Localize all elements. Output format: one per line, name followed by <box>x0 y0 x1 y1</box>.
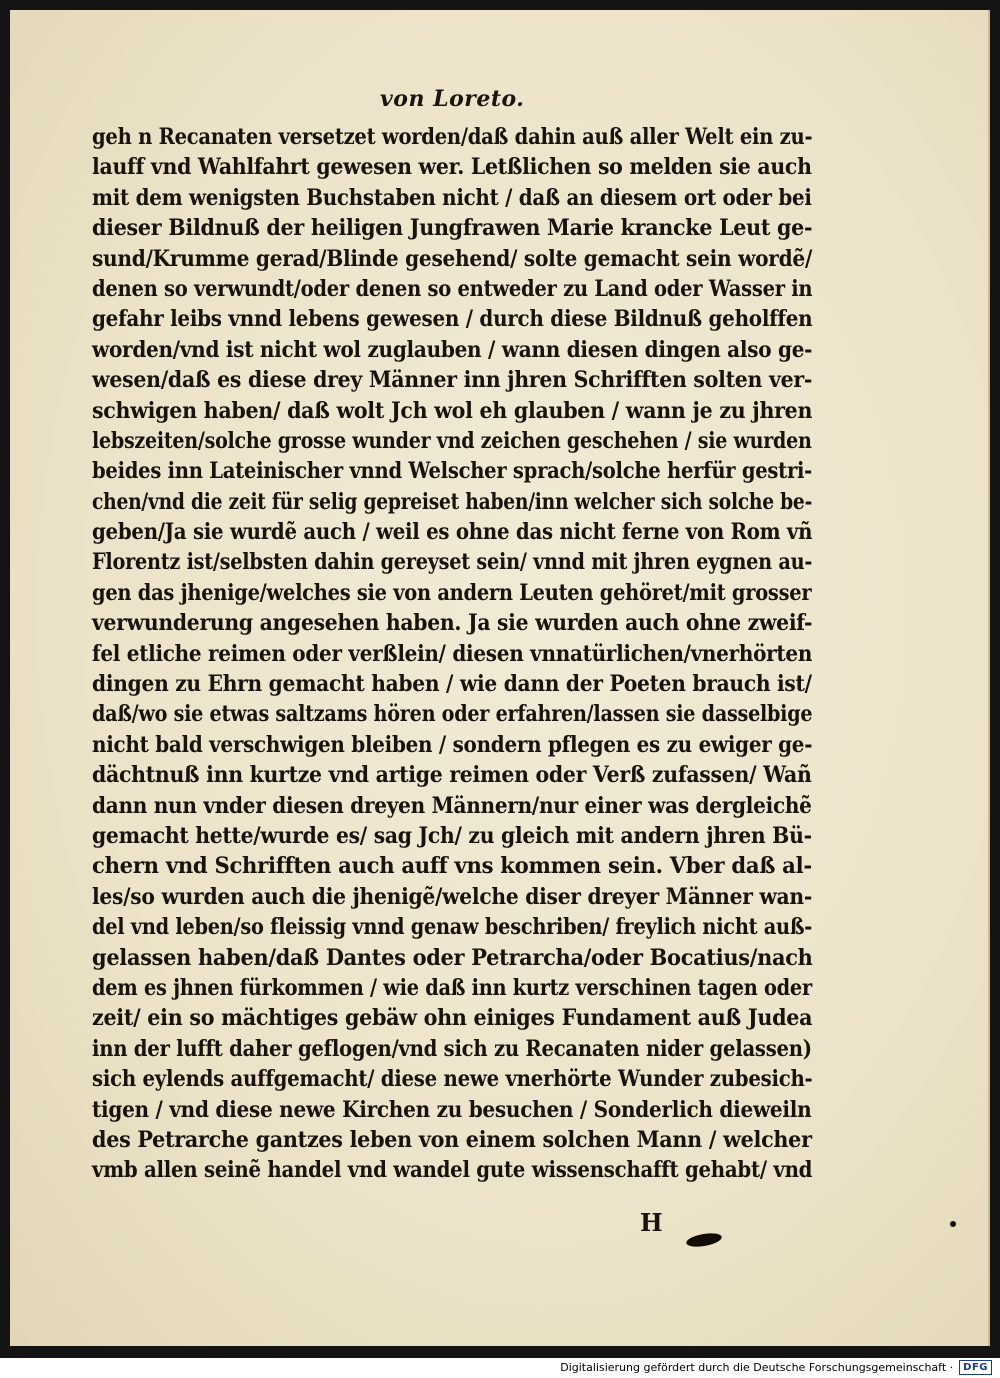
text-line: schwigen haben/ daß wolt Jch wol eh glauben / wann je zu jhren <box>92 397 813 424</box>
text-line: beides inn Lateinischer vnnd Welscher sprach/solche herfür gestri- <box>92 458 813 485</box>
text-line: dieser Bildnuß der heiligen Jungfrawen Marie krancke Leut ge- <box>92 215 813 242</box>
running-title: von Loreto. <box>380 86 525 112</box>
text-line: fel etliche reimen oder verßlein/ diesen vnnatürlichen/vnerhörten <box>92 640 813 667</box>
text-line: del vnd leben/so fleissig vnnd genaw beschriben/ freylich nicht auß- <box>92 914 813 941</box>
text-line: gen das jhenige/welches sie von andern Leuten gehöret/mit grosser <box>92 579 812 606</box>
funding-footer <box>560 1360 992 1375</box>
text-line: wesen/daß es diese drey Männer inn jhren Schrifften solten ver- <box>92 367 813 394</box>
text-line: nicht bald verschwigen bleiben / sondern pflegen es zu ewiger ge- <box>92 731 813 758</box>
catchword: H <box>640 1208 663 1237</box>
ink-blot <box>685 1231 723 1249</box>
text-line: verwunderung angesehen haben. Ja sie wurden auch ohne zweif- <box>92 610 813 637</box>
text-line: sich eylends auffgemacht/ diese newe vnerhörte Wunder zubesich- <box>92 1066 813 1093</box>
text-line: dem es jhnen fürkommen / wie daß inn kurtz verschinen tagen oder <box>92 974 812 1001</box>
text-line: tigen / vnd diese newe Kirchen zu besuchen / Sonderlich dieweiln <box>92 1096 812 1123</box>
text-line: sund/Krumme gerad/Blinde gesehend/ solte gemacht sein wordẽ/ <box>92 245 813 272</box>
text-line: dingen zu Ehrn gemacht haben / wie dann der Poeten brauch ist/ <box>92 671 812 698</box>
page-body <box>92 122 812 1186</box>
text-line: gemacht hette/wurde es/ sag Jch/ zu gleich mit andern jhren Bü- <box>92 822 812 849</box>
text-line: geh n Recanaten versetzet worden/daß dahin auß aller Welt ein zu- <box>92 124 813 150</box>
text-line: lauff vnd Wahlfahrt gewesen wer. Letßlichen so melden sie auch <box>92 154 812 181</box>
text-line: daß/wo sie etwas saltzams hören oder erfahren/lassen sie dasselbige <box>92 701 813 728</box>
text-line: des Petrarche gantzes leben von einem solchen Mann / welcher <box>92 1126 812 1153</box>
book-page <box>10 10 990 1346</box>
text-line: chen/vnd die zeit für selig gepreiset haben/inn welcher sich solche be- <box>92 488 813 515</box>
dfg-logo: DFG <box>959 1360 992 1375</box>
funding-note: Digitalisierung gefördert durch die Deutsche Forschungsgemeinschaft · <box>560 1361 954 1374</box>
text-line: Florentz ist/selbsten dahin gereyset sein/ vnnd mit jhren eygnen au- <box>92 549 813 576</box>
text-line: geben/Ja sie wurdẽ auch / weil es ohne das nicht ferne von Rom vñ <box>92 519 813 546</box>
text-line: les/so wurden auch die jhenigẽ/welche diser dreyer Männer wan- <box>92 883 812 910</box>
text-line: mit dem wenigsten Buchstaben nicht / daß an diesem ort oder bei <box>92 184 812 211</box>
text-line: lebszeiten/solche grosse wunder vnd zeichen geschehen / sie wurden <box>92 427 812 454</box>
text-line: zeit/ ein so mächtiges gebäw ohn einiges Fundament auß Judea <box>92 1005 813 1032</box>
text-line: gelassen haben/daß Dantes oder Petrarcha/oder Bocatius/nach <box>92 944 813 971</box>
text-line: chern vnd Schrifften auch auff vns kommen sein. Vber daß al- <box>92 853 812 880</box>
text-line: dächtnuß inn kurtze vnd artige reimen oder Verß zufassen/ Wañ <box>92 762 812 789</box>
text-line: dann nun vnder diesen dreyen Männern/nur einer was dergleichẽ <box>92 792 812 819</box>
text-line: denen so verwundt/oder denen so entweder zu Land oder Wasser in <box>92 275 813 302</box>
text-line: vmb allen seinẽ handel vnd wandel gute wissenschafft gehabt/ vnd <box>92 1157 813 1184</box>
text-line: inn der lufft daher geflogen/vnd sich zu Recanaten nider gelassen) <box>92 1035 812 1062</box>
ink-dot <box>950 1221 956 1227</box>
text-line: worden/vnd ist nicht wol zuglauben / wann diesen dingen also ge- <box>92 336 813 363</box>
text-line: gefahr leibs vnnd lebens gewesen / durch diese Bildnuß geholffen <box>92 306 813 333</box>
